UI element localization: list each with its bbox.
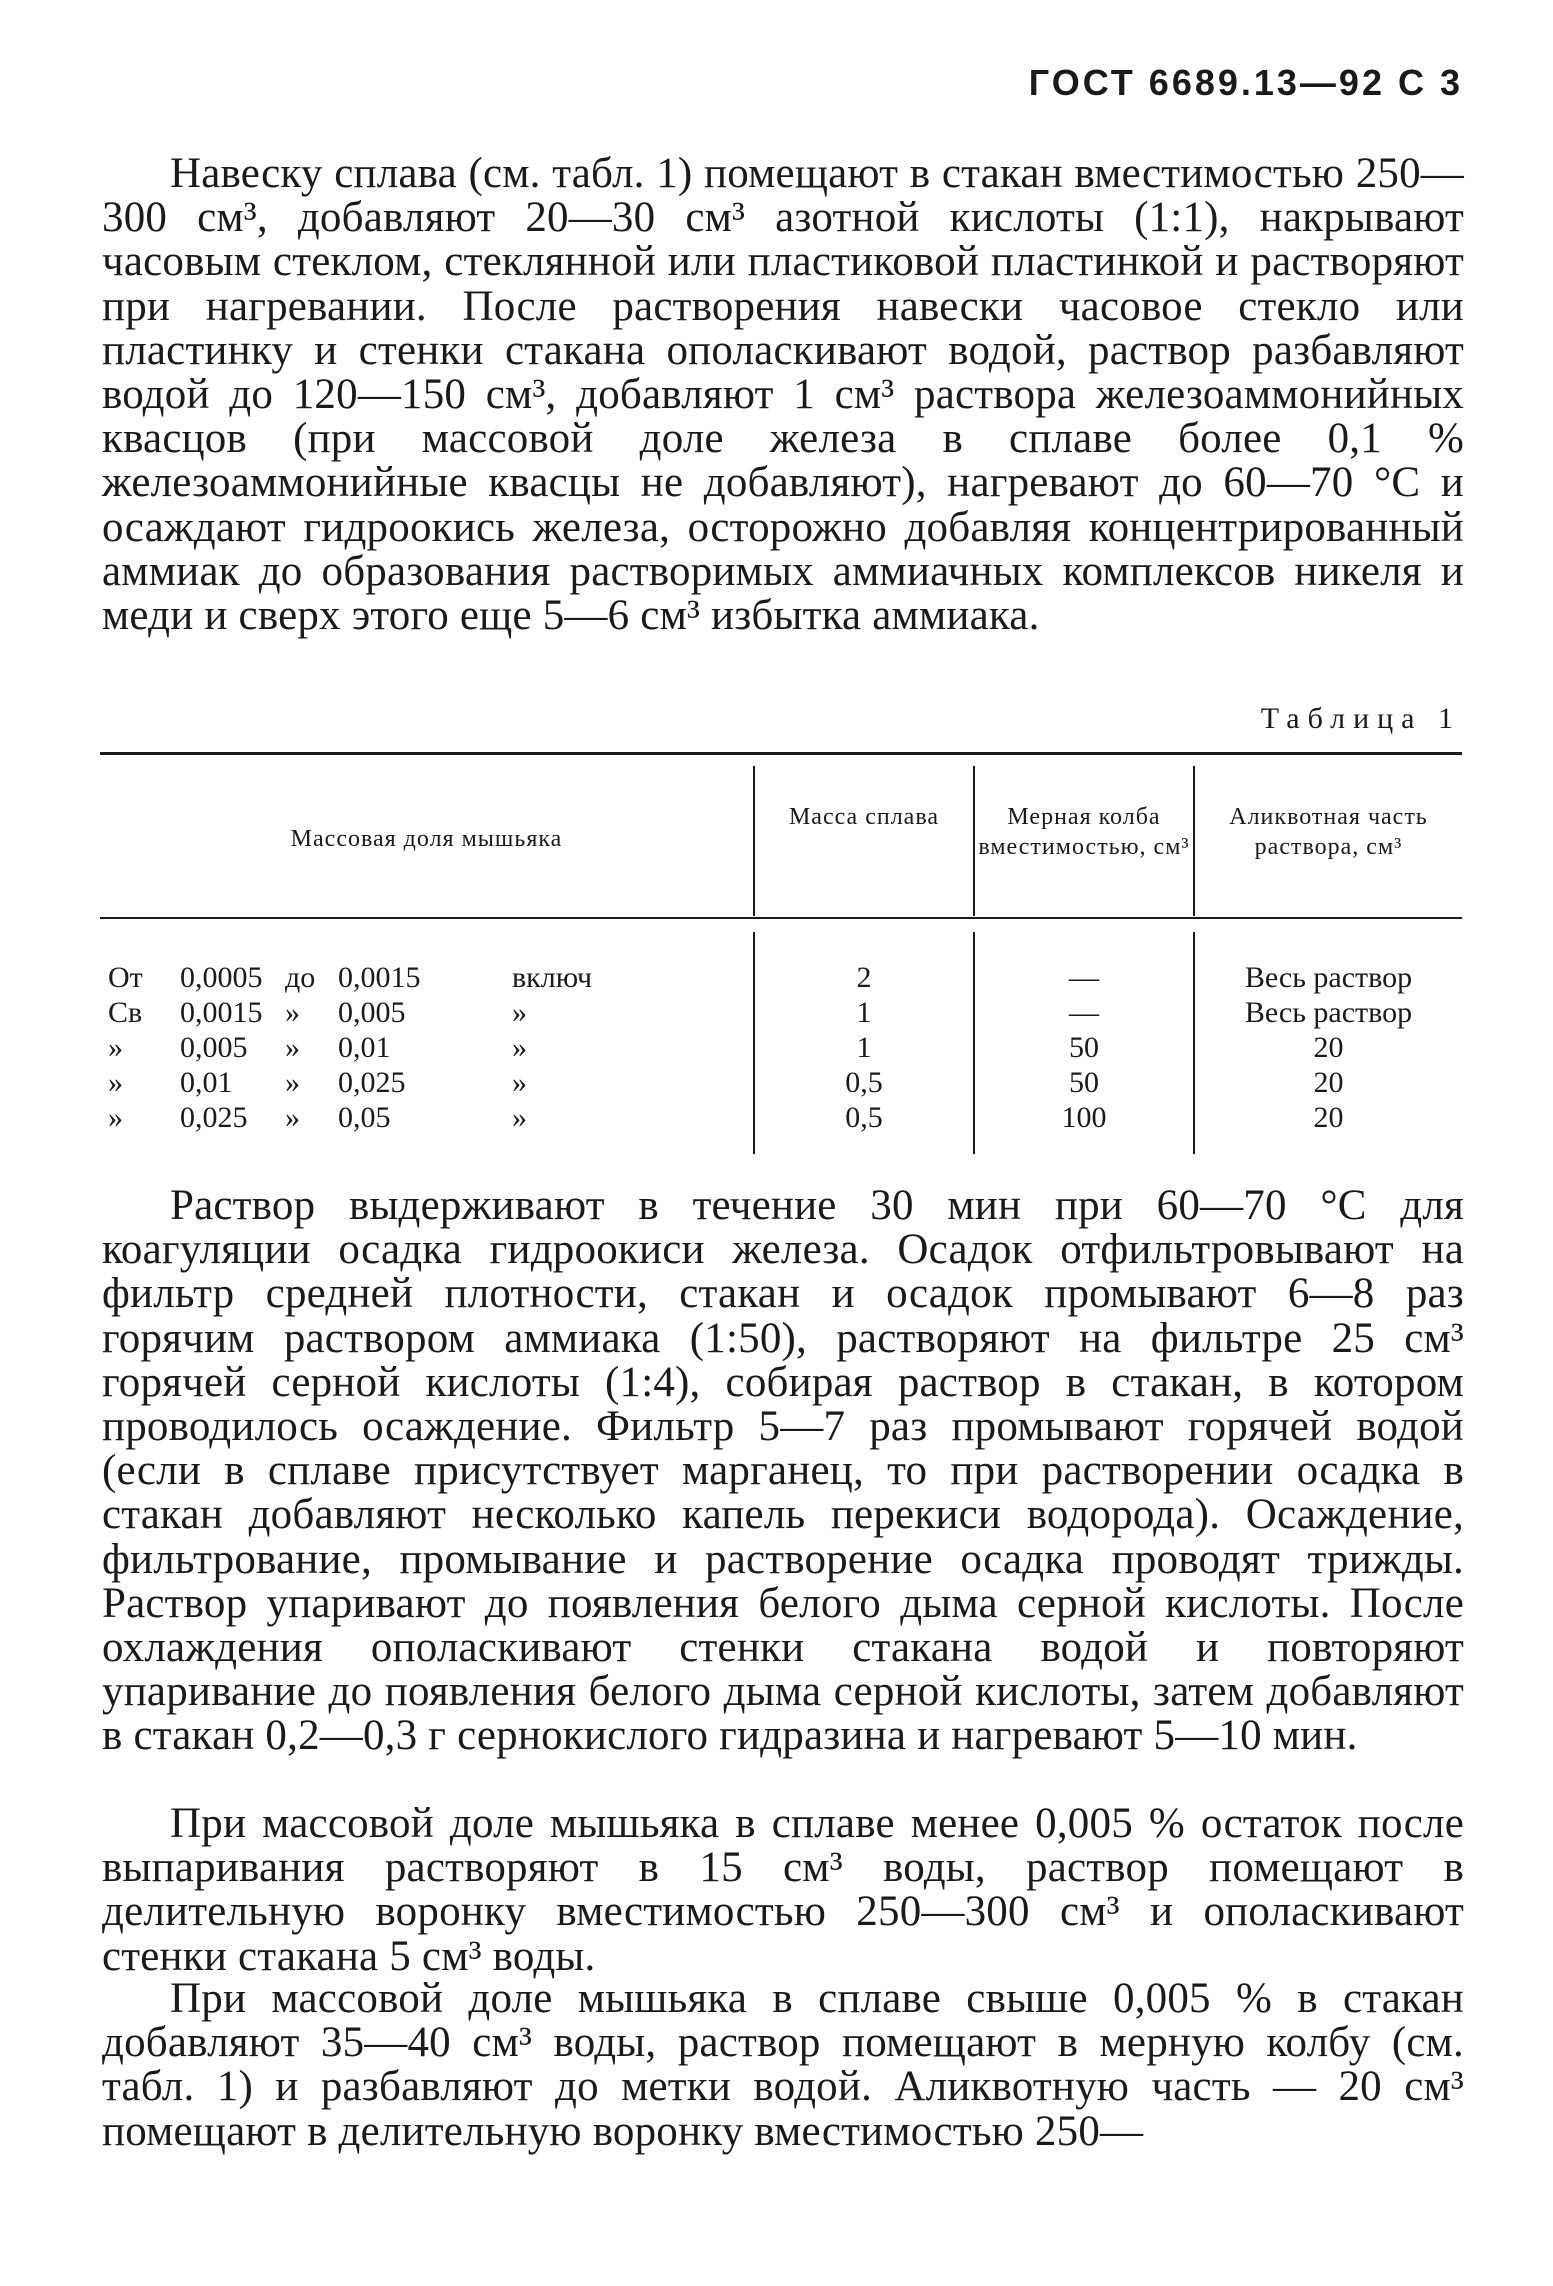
range-high: 0,05	[338, 1101, 391, 1134]
table-row	[100, 1100, 1462, 1135]
paragraph-text: При массовой доле мышьяка в сплаве менее 0,005 % остаток после выпаривания растворяют в 15 см³ воды, раствор помещают в делительную воронку вместимостью 250—300 см³ и ополаскивают стенки стакана 5 см³ воды.	[102, 1800, 1464, 1980]
paragraph-text: При массовой доле мышьяка в сплаве свыше 0,005 % в стакан добавляют 35—40 см³ воды, раствор помещают в мерную колбу (см. табл. 1) и разбавляют до метки водой. Аликвотную часть — 20 см³ помещают в делительную воронку вместимостью 250—	[102, 1975, 1464, 2155]
flask-volume: 50	[1069, 1066, 1099, 1099]
alloy-mass: 1	[856, 1031, 872, 1064]
table-top-rule	[100, 752, 1462, 755]
range-high: 0,005	[338, 996, 406, 1029]
range-high: 0,0015	[338, 961, 421, 994]
aliquot-part: 20	[1313, 1101, 1344, 1134]
table-row	[100, 960, 1462, 995]
range-suffix: включ	[512, 961, 593, 994]
paragraph-text: Навеску сплава (см. табл. 1) помещают в стакан вместимостью 250—300 см³, добавляют 20—30 см³ азотной кислоты (1:1), накрывают часовым стеклом, стеклянной или пластиковой пластинкой и растворяют при нагревании. После растворения навески часовое стекло или пластинку и стенки стакана ополаскивают водой, раствор разбавляют водой до 120—150 см³, добавляют 1 см³ раствора железоаммонийных квасцов (при массовой доле железа в сплаве более 0,1 % железоаммонийные квасцы не добавляют), нагревают до 60—70 °С и осаждают гидроокись железа, осторожно добавляя концентрированный аммиак до образования растворимых аммиачных комплексов никеля и меди и сверх этого еще 5—6 см³ избытка аммиака.	[102, 150, 1464, 640]
range-low: 0,0015	[180, 996, 263, 1029]
column-header-alloy-mass: Масса сплава	[788, 804, 940, 830]
range-suffix: »	[512, 1031, 527, 1064]
range-low: 0,005	[180, 1031, 248, 1064]
aliquot-part: 20	[1313, 1031, 1344, 1064]
range-suffix: »	[512, 1066, 527, 1099]
paragraph-dissolution	[102, 152, 1464, 638]
paragraph-low-arsenic	[102, 1802, 1464, 1979]
standard-header: ГОСТ 6689.13—92 С 3	[1028, 62, 1463, 103]
paragraph-coagulation	[102, 1184, 1464, 1759]
table-body	[100, 960, 1462, 1135]
range-suffix: »	[512, 996, 527, 1029]
column-divider	[753, 766, 755, 916]
table-row	[100, 1030, 1462, 1065]
table-caption: Таблица 1	[1260, 702, 1461, 735]
range-prefix: От	[108, 961, 143, 994]
flask-volume: —	[1069, 996, 1099, 1029]
aliquot-part: 20	[1313, 1066, 1344, 1099]
paragraph-text: Раствор выдерживают в течение 30 мин при 60—70 °С для коагуляции осадка гидроокиси железа. Осадок отфильтровывают на фильтр средней плотности, стакан и осадок промывают 6—8 раз горячим раствором аммиака (1:50), растворяют на фильтре 25 см³ горячей серной кислоты (1:4), собирая раствор в стакан, в котором проводилось осаждение. Фильтр 5—7 раз промывают горячей водой (если в сплаве присутствует марганец, то при растворении осадка в стакан добавляют несколько капель перекиси водорода). Осаждение, фильтрование, промывание и растворение осадка проводят трижды. Раствор упаривают до появления белого дыма серной кислоты. После охлаждения ополаскивают стенки стакана водой и повторяют упаривание до появления белого дыма серной кислоты, затем добавляют в стакан 0,2—0,3 г сернокислого гидразина и нагревают 5—10 мин.	[102, 1182, 1464, 1760]
flask-volume: —	[1069, 961, 1099, 994]
arsenic-table	[100, 752, 1462, 1157]
aliquot-part: Весь раствор	[1244, 961, 1413, 994]
range-suffix: »	[512, 1101, 527, 1134]
range-connector: »	[285, 1066, 300, 1099]
range-connector: »	[285, 996, 300, 1029]
column-header-arsenic-fraction: Массовая доля мышьяка	[290, 826, 563, 852]
alloy-mass: 0,5	[845, 1101, 883, 1134]
table-header-rule	[100, 917, 1462, 919]
range-prefix: Св	[108, 996, 143, 1029]
range-low: 0,0005	[180, 961, 263, 994]
table-row	[100, 1065, 1462, 1100]
alloy-mass: 2	[856, 961, 872, 994]
range-high: 0,01	[338, 1031, 391, 1064]
column-header-aliquot: Аликвотная часть раствора, см³	[1229, 804, 1428, 860]
alloy-mass: 0,5	[845, 1066, 883, 1099]
alloy-mass: 1	[856, 996, 872, 1029]
range-prefix: »	[108, 1066, 123, 1099]
flask-volume: 50	[1069, 1031, 1099, 1064]
table-row	[100, 995, 1462, 1030]
paragraph-high-arsenic	[102, 1977, 1464, 2154]
range-low: 0,025	[180, 1101, 248, 1134]
column-header-flask-volume: Мерная колба вместимостью, см³	[978, 804, 1190, 860]
range-prefix: »	[108, 1031, 123, 1064]
range-connector: »	[285, 1101, 300, 1134]
range-connector: »	[285, 1031, 300, 1064]
range-connector: до	[285, 961, 316, 994]
range-prefix: »	[108, 1101, 123, 1134]
aliquot-part: Весь раствор	[1244, 996, 1413, 1029]
range-high: 0,025	[338, 1066, 406, 1099]
range-low: 0,01	[180, 1066, 233, 1099]
flask-volume: 100	[1061, 1101, 1107, 1134]
